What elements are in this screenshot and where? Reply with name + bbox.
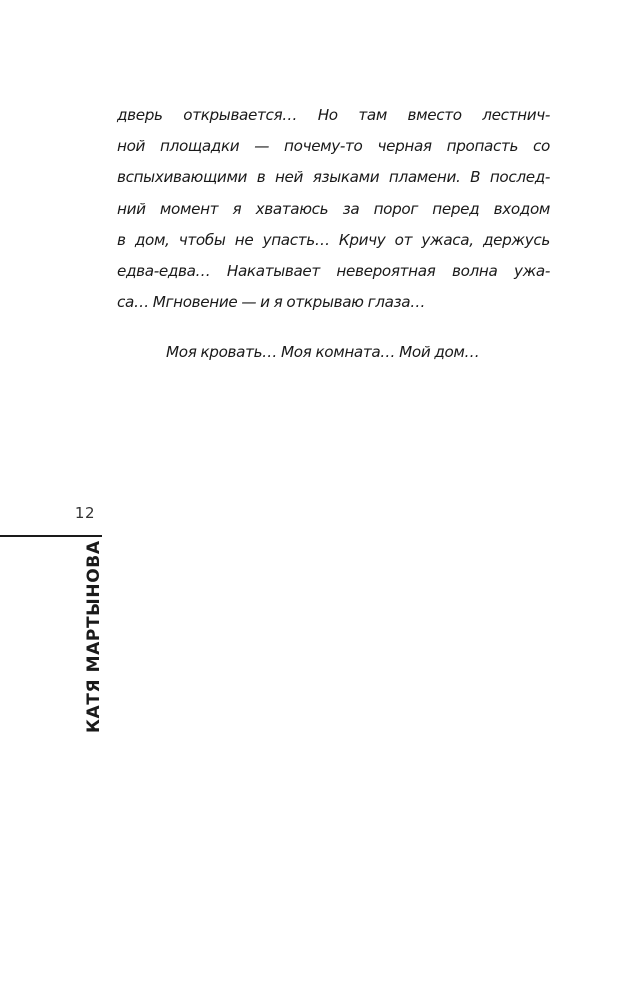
text-line: ной площадки — почему-то черная пропасть со xyxy=(117,137,550,156)
closing-line: Моя кровать… Моя комната… Мой дом… xyxy=(166,343,480,361)
running-author: КАТЯ МАРТЫНОВА xyxy=(84,540,104,733)
text-line: вспыхивающими в ней языками пламени. В послед- xyxy=(117,168,550,187)
text-line: едва-едва… Накатывает невероятная волна ужа- xyxy=(117,262,550,281)
text-line: са… Мгновение — и я открываю глаза… xyxy=(117,293,426,312)
margin-rule xyxy=(0,535,102,537)
text-line: ний момент я хватаюсь за порог перед входом xyxy=(117,199,550,218)
body-paragraph xyxy=(117,100,550,318)
page-number: 12 xyxy=(74,504,95,522)
text-line: в дом, чтобы не упасть… Кричу от ужаса, держусь xyxy=(117,230,550,249)
text-line: дверь открывается… Но там вместо лестнич- xyxy=(117,106,550,124)
